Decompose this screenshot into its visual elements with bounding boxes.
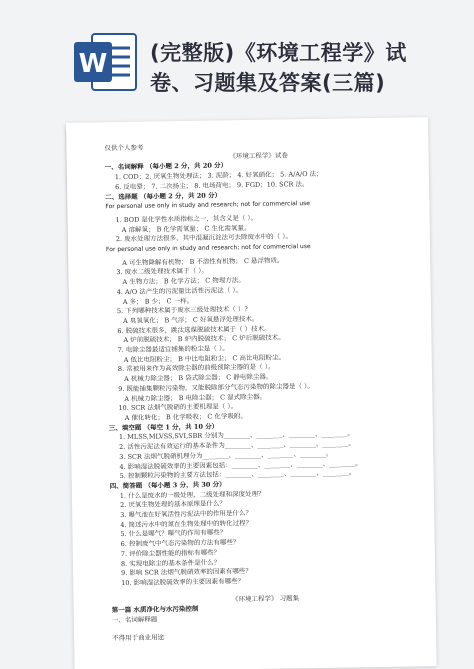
document-header (0, 0, 474, 112)
part-title: 第一篇 水质净化与水污染控制 (111, 605, 199, 615)
option-line: A 可生物降解有机物； B 不溶性有机物； C 悬浮物质。 (122, 256, 284, 267)
question-line: 8. 常被用来作为高效除尘器的前级预除尘器的是（ ）。 (117, 363, 275, 374)
word-icon (72, 30, 138, 94)
option-line: A 机械力除尘器； B 袋式除尘器； C 静电除尘器。 (123, 372, 273, 384)
option-line: A 生物方法； B 化学方法； C 物理方法。 (122, 276, 245, 287)
short-answer-line: 8. 实现电除尘的基本条件是什么？ (120, 558, 221, 568)
short-answer-line: 2. 厌氧生物处理的基本原理是什么？ (119, 499, 226, 510)
part-subtitle: 一、名词解释题 (111, 615, 158, 625)
document-title-line-2: 卷、习题集及答案(三篇) (150, 71, 386, 95)
section-4-heading: 四、简答题 （每小题 3 分，共 30 分） (109, 480, 226, 491)
option-line: A 溶解氧； B 化学需氧量； C 生化需氧量。 (121, 223, 251, 234)
question-line: 9. 既能捕集颗粒污染物，又能脱除部分气态污染物的除尘器是（ ）。 (118, 381, 314, 393)
document-title (150, 38, 450, 98)
question-line: 10. SCR 法烟气脱硝的主要机理是（ ）。 (118, 402, 238, 413)
option-line: A 催化转化； B 化学吸收； C 化学吸附。 (124, 412, 247, 422)
document-title-line-1: (完整版)《环境工程学》试 (150, 41, 407, 65)
question-line: 7. 电除尘器最适宜捕集的粉尘是（ ）。 (117, 344, 229, 355)
option-line: A 低比电阻粉尘； B 中比电阻粉尘； C 高比电阻粉尘。 (123, 353, 286, 364)
section-3-heading: 三、填空题 （每空 1 分，共 10 分） (108, 422, 219, 432)
short-answer-line: 3. 曝气池在好氧活性污泥法中的作用是什么？ (120, 508, 253, 520)
fill-line: 3. SCR 法烟气脱硝机理分为________、________、________、________。 (119, 449, 333, 461)
option-line: A 臭氧氧化； B 气浮； C 好氧悬浮处理技术。 (123, 314, 259, 325)
short-answer-line: 5. 什么是曝气？曝气的作用有哪些？ (120, 528, 227, 539)
short-answer-line: 4. 简述污水中的氮在生物处理中的转化过程？ (120, 518, 253, 529)
question-line: 6. 脱硫技术很多，跳汰选煤脱硫技术属于（ ）技术。 (117, 324, 271, 335)
document-page-preview[interactable] (66, 117, 437, 669)
short-answer-line: 6. 控制废气中气态污染物的方法有哪些？ (120, 538, 240, 549)
english-notice-2: For personal use only in study and research; not for commercial use (105, 243, 311, 254)
question-line: 3. 废水二级处理技术属于（ ）。 (116, 267, 209, 277)
option-line: A 机械力除尘器； B 电除尘器； C 湿式除尘器。 (124, 392, 267, 403)
short-answer-line: 9. 影响 SCR 法烟气脱硝效率的因素有哪些？ (121, 567, 252, 578)
question-line: 5. 下列哪种技术属于废水三级处理技术（ ）? (116, 305, 248, 316)
english-notice-1: For personal use only in study and research; not for commercial use (105, 200, 311, 211)
exam-title: 《环境工程学》试卷 (229, 151, 288, 160)
option-line: A 多； B 少； C 一样。 (122, 296, 194, 306)
fill-line: 5. 控制颗粒污染物的主要方法包括：________、________、________、________。 (119, 468, 356, 481)
exercise-title: 《环境工程学》 习题集 (231, 593, 300, 603)
fill-line: 1. MLSS,MLVSS,SVI,SBR 分别为________、________、________、________。 (118, 429, 354, 442)
question-line: 1. BOD 是化学性水质指标之一，其含义是（ ）。 (115, 213, 258, 224)
term-line-2: 6. 反电晕； 7. 二次扬尘； 8. 电场荷电； 9. FGD；10. SCR 法。 (114, 179, 309, 191)
word-icon-letter: W (78, 49, 108, 79)
option-line: A 炉前脱硫技术； B 炉内脱硫技术； C 炉后脱硫技术。 (123, 333, 285, 345)
question-line: 4. A/O 法产生的污泥量比活性污泥法（ ）。 (116, 285, 243, 296)
question-line: 2. 废水处理方法很多，其中混凝沉淀法可去除废水中的（ ）。 (115, 232, 292, 244)
short-answer-line: 10. 影响湿法脱硫效率的主要因素有哪些？ (121, 577, 245, 587)
watermark-top: 仅供个人参考 (104, 143, 144, 153)
fill-line: 2. 活性污泥法有效运行的基本条件为________、________、________、________。 (119, 439, 355, 452)
fill-line: 4. 影响湿法脱硫效率的主要因素包括：________、________、________、________。 (119, 458, 362, 471)
section-1-heading: 一、名词解释 （每小题 2 分，共 20 分） (104, 161, 228, 172)
short-answer-line: 1. 什么是废水的一级处理，二级处理和深度处理？ (119, 489, 265, 500)
term-line-1: 1. COD；2. 厌氧生物处理法； 3. 泥龄； 4. 好氧硝化； 5. A/A/O 法； (114, 169, 323, 182)
section-2-heading: 二、选择题 （每小题 2 分，共 20 分） (105, 190, 222, 201)
watermark-bottom: 不得用于商业用途 (112, 633, 165, 642)
short-answer-line: 7. 评价除尘器性能的指标有哪些？ (120, 548, 221, 558)
